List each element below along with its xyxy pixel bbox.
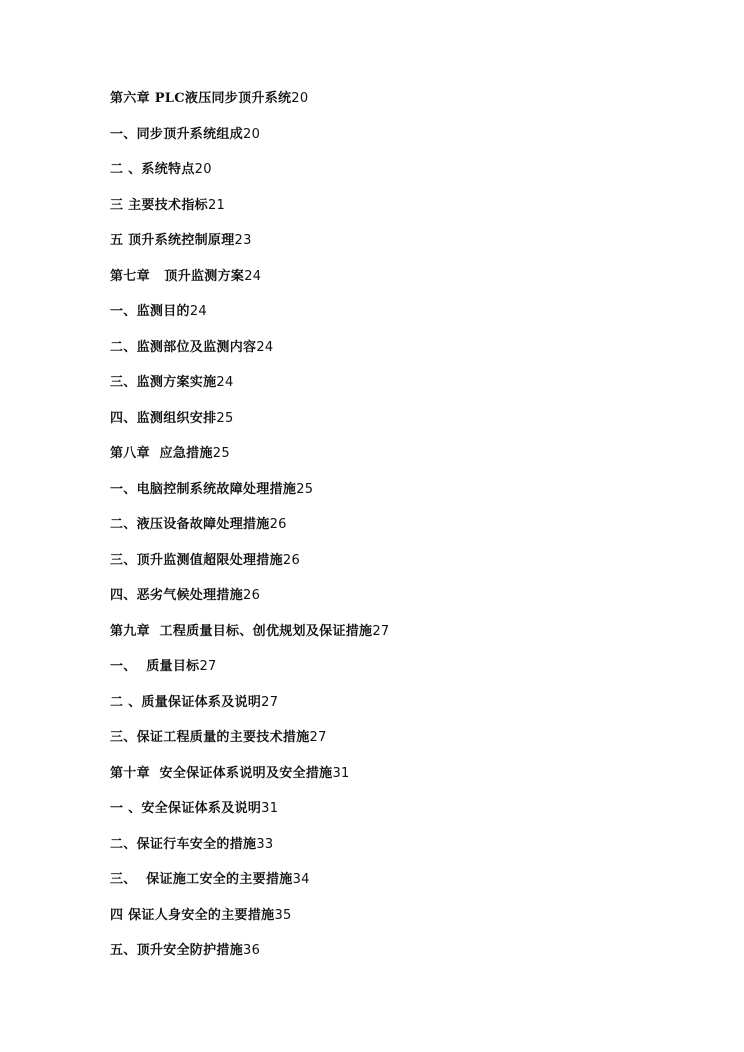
- toc-entry-title: 四、监测组织安排: [110, 410, 217, 426]
- toc-entry-page: 27: [309, 730, 327, 745]
- toc-entry: [110, 195, 390, 231]
- toc-entry: [110, 479, 390, 515]
- toc-entry-page: 24: [244, 268, 262, 284]
- toc-entry-title: 二 、质量保证体系及说明: [110, 694, 262, 710]
- toc-entry-title: 三、保证工程质量的主要技术措施: [110, 730, 310, 745]
- toc-entry-title: 五、顶升安全防护措施: [110, 943, 244, 958]
- toc-entry: [110, 834, 390, 870]
- toc-entry-title: 第六章 PLC液压同步顶升系统: [110, 91, 292, 106]
- toc-entry-page: 25: [212, 446, 230, 461]
- toc-entry: [110, 230, 390, 266]
- toc-entry-page: 31: [332, 765, 350, 781]
- toc-entry-title: 一、监测目的: [110, 304, 190, 319]
- toc-entry-page: 25: [216, 410, 234, 426]
- toc-entry: [110, 585, 390, 621]
- toc-entry-page: 26: [282, 552, 301, 568]
- toc-entry-title: 二、保证行车安全的措施: [110, 836, 257, 852]
- toc-entry: [110, 905, 390, 941]
- toc-entry: [110, 408, 390, 444]
- toc-entry-page: 27: [372, 623, 390, 639]
- toc-entry-title: 四 保证人身安全的主要措施: [110, 907, 275, 923]
- toc-entry-page: 26: [243, 588, 261, 603]
- toc-entry-title: 四、恶劣气候处理措施: [110, 588, 244, 603]
- toc-entry-title: 一 、安全保证体系及说明: [110, 801, 262, 816]
- toc-entry-page: 33: [256, 836, 274, 852]
- toc-entry: [110, 124, 390, 160]
- toc-entry-page: 21: [207, 197, 226, 213]
- toc-entry: [110, 727, 390, 763]
- toc-entry: [110, 514, 390, 550]
- toc-entry-page: 24: [189, 304, 207, 319]
- toc-entry-page: 24: [216, 375, 234, 390]
- toc-entry-title: 一、电脑控制系统故障处理措施: [110, 481, 297, 497]
- toc-entry-page: 26: [269, 517, 287, 532]
- toc-entry-title: 二、液压设备故障处理措施: [110, 517, 270, 532]
- toc-entry: [110, 798, 390, 834]
- toc-entry: [110, 940, 390, 976]
- toc-entry-title: 三、顶升监测值超限处理措施: [110, 552, 283, 568]
- toc-entry-title: 一、 质量目标: [110, 659, 200, 674]
- toc-entry: [110, 266, 390, 302]
- toc-entry-title: 第七章 顶升监测方案: [110, 268, 245, 284]
- toc-entry-title: 三 主要技术指标: [110, 197, 208, 213]
- toc-entry-title: 三、 保证施工安全的主要措施: [110, 872, 293, 887]
- toc-entry-page: 25: [296, 481, 314, 497]
- toc-entry-page: 31: [261, 801, 279, 816]
- toc-entry-title: 第十章 安全保证体系说明及安全措施: [110, 765, 333, 781]
- toc-entry-title: 一、同步顶升系统组成: [110, 126, 244, 142]
- toc-entry: [110, 621, 390, 657]
- toc-entry: [110, 869, 390, 905]
- toc-entry-page: 35: [274, 907, 292, 923]
- toc-entry-page: 27: [199, 659, 217, 674]
- toc-entry-page: 24: [256, 339, 274, 355]
- toc-entry: [110, 372, 390, 408]
- toc-entry: [110, 443, 390, 479]
- toc-entry: [110, 301, 390, 337]
- toc-entry: [110, 763, 390, 799]
- toc-entry-page: 20: [194, 162, 212, 177]
- toc-entry-title: 三、监测方案实施: [110, 375, 217, 390]
- toc-entry-page: 34: [292, 872, 310, 887]
- toc-entry: [110, 88, 390, 124]
- toc-entry-page: 20: [291, 91, 309, 106]
- toc-entry: [110, 159, 390, 195]
- toc-entry: [110, 656, 390, 692]
- toc-entry: [110, 692, 390, 728]
- toc-entry-title: 第八章 应急措施: [110, 446, 213, 461]
- toc-entry-title: 五 顶升系统控制原理: [110, 233, 235, 248]
- toc-entry-page: 36: [243, 943, 261, 958]
- toc-entry-page: 23: [234, 233, 252, 248]
- toc-entry-title: 二、监测部位及监测内容: [110, 339, 257, 355]
- toc-entry: [110, 550, 390, 586]
- toc-entry-title: 二 、系统特点: [110, 162, 195, 177]
- toc-entry-page: 27: [261, 694, 279, 710]
- table-of-contents: [110, 88, 390, 976]
- toc-entry-title: 第九章 工程质量目标、创优规划及保证措施: [110, 623, 373, 639]
- toc-entry: [110, 337, 390, 373]
- toc-entry-page: 20: [243, 126, 261, 142]
